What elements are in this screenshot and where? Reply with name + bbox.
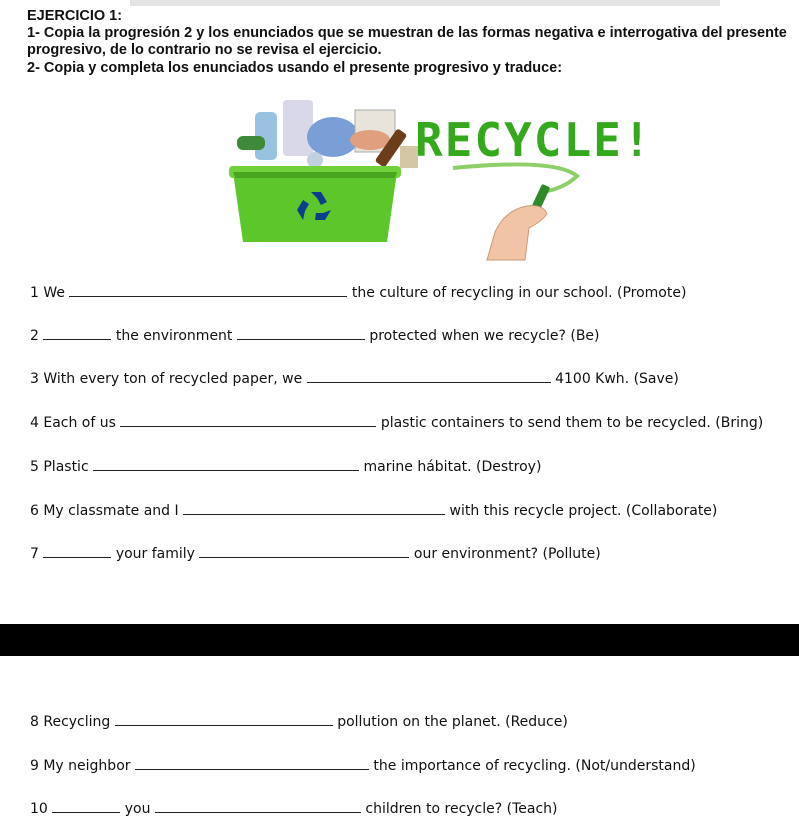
answer-blank[interactable] <box>135 757 369 770</box>
sentence-1 <box>30 284 686 301</box>
sentence-text: with this recycle project. (Collaborate) <box>449 503 718 519</box>
sentence-10 <box>30 800 558 817</box>
answer-blank[interactable] <box>43 327 111 340</box>
sentence-text: the culture of recycling in our school. (Promote) <box>351 285 687 301</box>
sentence-2 <box>30 327 600 344</box>
sentence-8 <box>30 713 568 730</box>
sentence-5 <box>30 458 541 475</box>
answer-blank[interactable] <box>237 327 365 340</box>
sentence-text: children to recycle? (Teach) <box>365 801 558 817</box>
answer-blank[interactable] <box>43 545 111 558</box>
answer-blank[interactable] <box>307 370 551 383</box>
sentence-4 <box>30 414 763 431</box>
sentence-text: 4 Each of us <box>30 415 116 431</box>
sentence-text: you <box>124 801 151 817</box>
top-strip <box>130 0 720 6</box>
recycle-banner-text: RECYCLE! <box>415 113 653 167</box>
sentence-9 <box>30 757 696 774</box>
answer-blank[interactable] <box>52 800 120 813</box>
sentence-text: the environment <box>115 328 233 344</box>
instruction-2: 2- Copia y completa los enunciados usando el presente progresivo y traduce: <box>27 60 563 76</box>
sentence-text: 3 With every ton of recycled paper, we <box>30 371 303 387</box>
answer-blank[interactable] <box>115 713 333 726</box>
sentence-text: 8 Recycling <box>30 714 111 730</box>
sentence-text: plastic containers to send them to be recycled. (Bring) <box>380 415 764 431</box>
answer-blank[interactable] <box>69 284 347 297</box>
sentence-text: 7 <box>30 546 39 562</box>
sentence-text: protected when we recycle? (Be) <box>369 328 600 344</box>
sentence-text: marine hábitat. (Destroy) <box>363 459 542 475</box>
recycle-bin <box>229 166 401 242</box>
sentence-6 <box>30 502 717 519</box>
sentence-text: the importance of recycling. (Not/understand) <box>373 758 696 774</box>
sentence-3 <box>30 370 679 387</box>
sentence-text: 4100 Kwh. (Save) <box>555 371 679 387</box>
sentence-text: 5 Plastic <box>30 459 89 475</box>
recycle-illustration <box>225 92 653 260</box>
sentence-text: 10 <box>30 801 48 817</box>
instruction-1: 1- Copia la progresión 2 y los enunciados que se muestran de las formas negativa e interrogativa del presente progresivo, de lo contrario no se revisa el ejercicio. <box>27 25 787 58</box>
exercise-title: EJERCICIO 1: <box>27 8 123 24</box>
answer-blank[interactable] <box>93 458 359 471</box>
sentence-text: 6 My classmate and I <box>30 503 179 519</box>
answer-blank[interactable] <box>183 502 445 515</box>
sentence-text: 2 <box>30 328 39 344</box>
sentence-text: pollution on the planet. (Reduce) <box>337 714 568 730</box>
sentence-7 <box>30 545 601 562</box>
black-band <box>0 624 799 656</box>
sentence-text: your family <box>115 546 195 562</box>
sentence-text: 1 We <box>30 285 65 301</box>
sentence-text: 9 My neighbor <box>30 758 131 774</box>
sentence-text: our environment? (Pollute) <box>413 546 601 562</box>
answer-blank[interactable] <box>155 800 361 813</box>
answer-blank[interactable] <box>120 414 376 427</box>
answer-blank[interactable] <box>199 545 409 558</box>
